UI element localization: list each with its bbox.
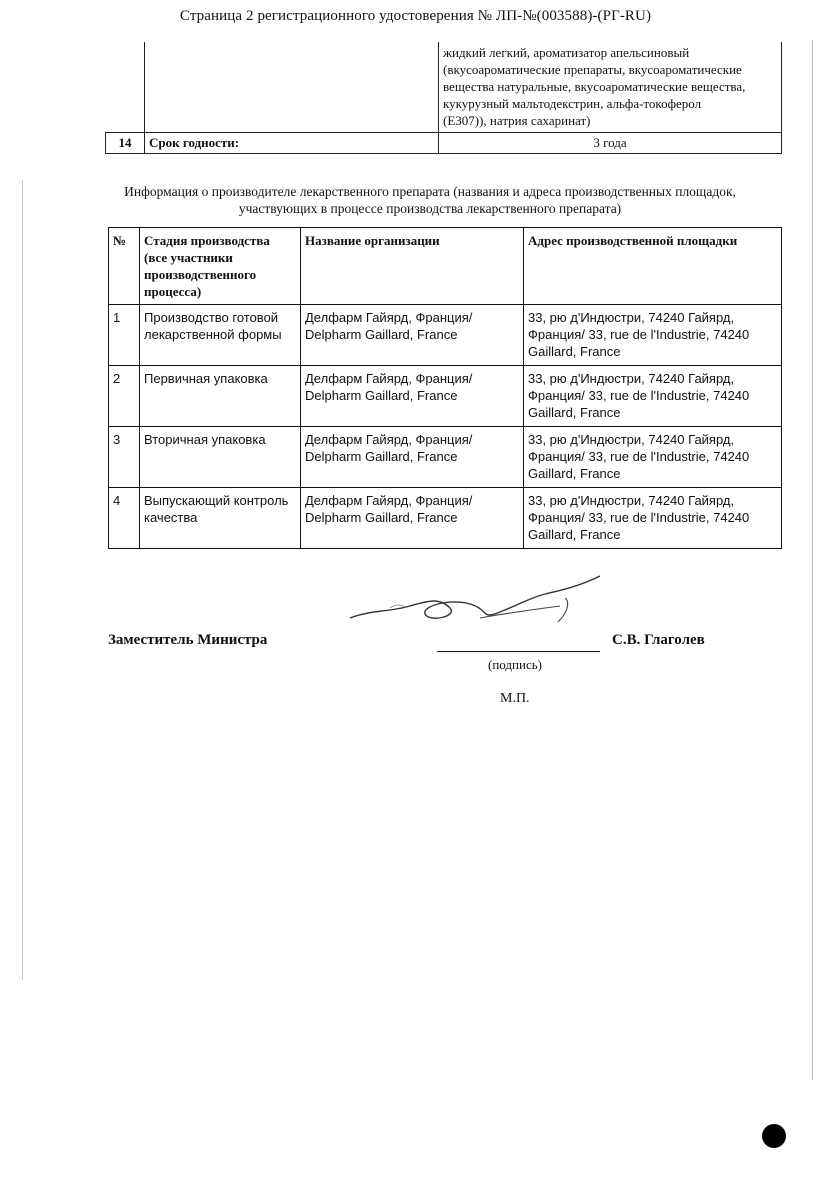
composition-line: кукурузный мальтодекстрин, альфа-токоферол [443, 96, 702, 111]
row-stage: Выпускающий контроль качества [140, 488, 301, 549]
info-title-line: Информация о производителе лекарственного препарата (названия и адреса производственных площадок, [124, 184, 736, 199]
manufacturer-info-title [80, 183, 780, 217]
row-stage: Первичная упаковка [140, 366, 301, 427]
row-organization: Делфарм Гайярд, Франция/ Delpharm Gaillard, France [301, 305, 524, 366]
composition-continued [439, 42, 782, 133]
row-number: 14 [106, 133, 145, 154]
scan-edge-artifact [22, 180, 23, 980]
signatory-position: Заместитель Министра [108, 632, 268, 648]
row-address: 33, рю д'Индюстри, 74240 Гайярд, Франция/ 33, rue de l'Industrie, 74240 Gaillard, France [524, 366, 782, 427]
row-number: 3 [109, 427, 140, 488]
header-number: № [109, 228, 140, 305]
signatory-name: С.В. Глаголев [612, 632, 705, 648]
info-title-line: участвующих в процессе производства лекарственного препарата) [238, 201, 622, 216]
row-stage: Вторичная упаковка [140, 427, 301, 488]
row-organization: Делфарм Гайярд, Франция/ Delpharm Gaillard, France [301, 427, 524, 488]
composition-line: вещества натуральные, вкусоароматические вещества, [443, 79, 746, 94]
row-organization: Делфарм Гайярд, Франция/ Delpharm Gaillard, France [301, 366, 524, 427]
scan-dot [762, 1124, 786, 1148]
row-address: 33, рю д'Индюстри, 74240 Гайярд, Франция/ 33, rue de l'Industrie, 74240 Gaillard, France [524, 427, 782, 488]
production-table [108, 227, 782, 549]
table-row [109, 366, 782, 427]
composition-table [105, 42, 782, 154]
table-row [109, 305, 782, 366]
composition-line: жидкий легкий, ароматизатор апельсиновый [443, 45, 690, 60]
header-stage: Стадия производства (все участники производственного процесса) [140, 228, 301, 305]
composition-line: (Е307)), натрия сахаринат) [443, 113, 591, 128]
shelf-life-label: Срок годности: [145, 133, 439, 154]
row-number: 2 [109, 366, 140, 427]
shelf-life-row [106, 133, 782, 154]
row-stage: Производство готовой лекарственной формы [140, 305, 301, 366]
table-row [109, 488, 782, 549]
handwritten-signature [330, 568, 620, 638]
row-address: 33, рю д'Индюстри, 74240 Гайярд, Франция/ 33, rue de l'Industrie, 74240 Gaillard, France [524, 488, 782, 549]
header-organization: Название организации [301, 228, 524, 305]
production-table-header [109, 228, 782, 305]
row-number: 1 [109, 305, 140, 366]
page-header: Страница 2 регистрационного удостоверения № ЛП-№(003588)-(РГ-RU) [179, 8, 652, 24]
row-address: 33, рю д'Индюстри, 74240 Гайярд, Франция/ 33, rue de l'Industrie, 74240 Gaillard, France [524, 305, 782, 366]
row-number: 4 [109, 488, 140, 549]
table-row [109, 427, 782, 488]
row-organization: Делфарм Гайярд, Франция/ Delpharm Gaillard, France [301, 488, 524, 549]
composition-line: (вкусоароматические препараты, вкусоароматические [443, 62, 742, 77]
header-address: Адрес производственной площадки [524, 228, 782, 305]
stamp-mark: М.П. [500, 691, 530, 706]
signature-line [437, 651, 600, 652]
shelf-life-value: 3 года [439, 133, 782, 154]
composition-row [106, 42, 782, 133]
scan-edge-artifact [812, 40, 813, 1080]
signature-caption: (подпись) [488, 657, 542, 672]
